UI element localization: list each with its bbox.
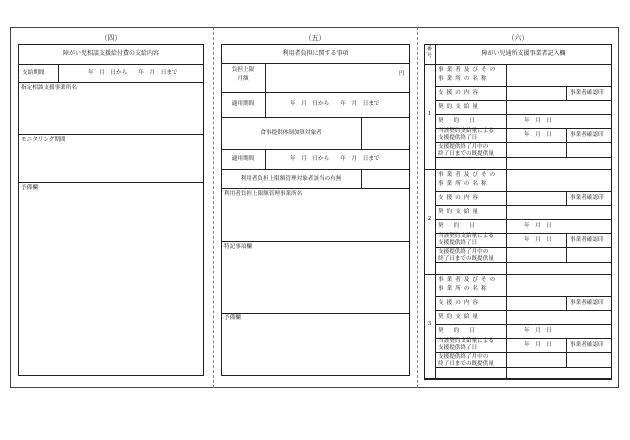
support-label: 支援の内容 — [438, 195, 481, 201]
row-rule — [435, 205, 612, 206]
end-label-2: 支援提供終了日 — [438, 240, 478, 246]
used-label-2: 終了日までの既提供量 — [438, 256, 494, 262]
panel-4-header: 障がい児相談支援給付費の支給内容 — [62, 50, 159, 57]
row-rule — [435, 310, 612, 311]
mgmt-label: 利用者負担上限額管理対象者該当の有無 — [240, 176, 342, 182]
support-label: 支援の内容 — [438, 90, 481, 96]
provider-label-2: 事業所の名称 — [438, 76, 490, 82]
header-no-1: 番 — [426, 46, 432, 52]
contract-date-label: 契約日 — [438, 223, 485, 229]
special-label: 特記事項欄 — [224, 244, 252, 250]
panel-divider — [213, 27, 214, 388]
applicable-period-value: 年 月 日から 年 月 日まで — [290, 101, 380, 107]
end-date-value: 年 月 日 — [524, 342, 552, 348]
block-rule — [424, 169, 612, 170]
used-label: 支援提供終了月中の — [438, 249, 489, 255]
block-rule — [424, 379, 612, 380]
mgmt-provider-label: 利用者負担上限額管理事業所名 — [224, 191, 303, 197]
provider-label: 事業者及びその — [438, 172, 499, 178]
provider-label: 指定相談支援事業所名 — [21, 85, 77, 91]
provider-label-2: 事業所の名称 — [438, 286, 490, 292]
end-label-2: 支援提供終了日 — [438, 135, 478, 141]
row-rule — [435, 219, 612, 220]
end-date-value: 年 月 日 — [524, 237, 552, 243]
block-rule — [424, 274, 612, 275]
row-rule — [435, 296, 612, 297]
provider-label-2: 事業所の名称 — [438, 181, 490, 187]
meal-period-value: 年 月 日から 年 月 日まで — [290, 156, 380, 162]
contract-date-value: 年 月 日 — [524, 328, 552, 334]
panel-5-table — [221, 44, 410, 376]
contract-amount-label: 契約支給量 — [438, 104, 481, 110]
block-number: 2 — [427, 216, 432, 222]
col-rule — [566, 233, 567, 262]
meal-label: 食事提供体制加算対象者 — [260, 130, 322, 136]
contract-date-label: 契約日 — [438, 118, 485, 124]
row-rule — [435, 191, 612, 192]
block-number: 3 — [427, 321, 432, 327]
end-label: 当該契約支給量による — [438, 233, 494, 239]
used-label: 支援提供終了月中の — [438, 354, 489, 360]
used-label: 支援提供終了月中の — [438, 144, 489, 150]
p5-remarks-label: 予備欄 — [224, 315, 241, 321]
period-label: 支給期間 — [22, 70, 45, 76]
contract-date-label: 契約日 — [438, 328, 485, 334]
end-date-value: 年 月 日 — [524, 132, 552, 138]
row-rule — [435, 142, 612, 143]
panel-4-title: （四） — [100, 34, 122, 42]
period-value: 年 月 日から 年 月 日まで — [88, 70, 178, 76]
panel-6-title: （六） — [507, 34, 529, 42]
col-rule — [506, 274, 507, 379]
row-rule — [435, 86, 612, 87]
burden-limit-label-2: 月額 — [237, 76, 249, 82]
panel-4-table — [18, 44, 204, 376]
row-rule — [435, 324, 612, 325]
end-label-2: 支援提供終了日 — [438, 345, 478, 351]
contract-amount-label: 契約支給量 — [438, 209, 481, 215]
panel-divider — [417, 27, 418, 388]
end-label: 当該契約支給量による — [438, 128, 494, 134]
col-rule — [506, 64, 507, 169]
panel-5-header: 利用者負担に関する事項 — [282, 50, 349, 57]
confirm-stamp-label: 事業者確認印 — [570, 342, 604, 348]
panel-5-title: （五） — [304, 34, 326, 42]
col-rule — [566, 296, 567, 310]
row-rule — [435, 114, 612, 115]
remarks-label: 予備欄 — [21, 185, 38, 191]
used-label-2: 終了日までの既提供量 — [438, 151, 494, 157]
contract-date-value: 年 月 日 — [524, 118, 552, 124]
block-number: 1 — [427, 111, 432, 117]
col-rule — [566, 338, 567, 367]
contract-date-value: 年 月 日 — [524, 223, 552, 229]
confirm-stamp-label: 事業者確認印 — [570, 90, 604, 96]
provider-label: 事業者及びその — [438, 277, 499, 283]
panel-6-header: 障がい児通所支援事業者記入欄 — [481, 50, 566, 57]
row-rule — [435, 352, 612, 353]
row-rule — [435, 247, 612, 248]
confirm-stamp-label: 事業者確認印 — [570, 195, 604, 201]
col-rule — [566, 128, 567, 157]
support-label: 支援の内容 — [438, 300, 481, 306]
used-label-2: 終了日までの既提供量 — [438, 361, 494, 367]
confirm-stamp-label: 事業者確認印 — [570, 237, 604, 243]
provider-label: 事業者及びその — [438, 67, 499, 73]
row-rule — [435, 100, 612, 101]
end-label: 当該契約支給量による — [438, 338, 494, 344]
burden-limit-label: 負担上限 — [231, 67, 255, 73]
monitoring-label: モニタリング期間 — [21, 137, 66, 143]
yen-unit: 円 — [399, 71, 405, 77]
meal-period-label: 適用期間 — [231, 156, 255, 162]
col-rule — [566, 191, 567, 205]
contract-amount-label: 契約支給量 — [438, 314, 481, 320]
applicable-period-label: 適用期間 — [231, 101, 255, 107]
confirm-stamp-label: 事業者確認印 — [570, 132, 604, 138]
header-no-2: 号 — [426, 53, 432, 59]
col-rule — [566, 86, 567, 100]
col-rule — [506, 169, 507, 274]
confirm-stamp-label: 事業者確認印 — [570, 300, 604, 306]
